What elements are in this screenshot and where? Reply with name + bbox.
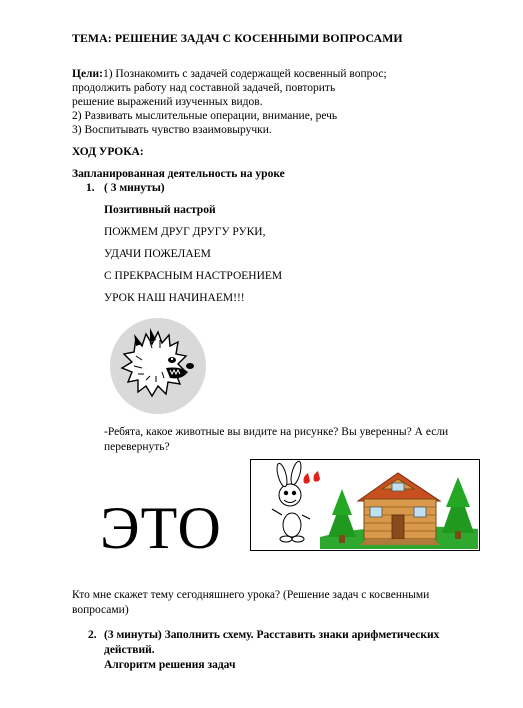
animal-illusion-image <box>106 316 210 416</box>
question-line-1: -Ребята, какое животные вы видите на рисунке? Вы уверенны? А если <box>104 426 449 438</box>
step2-line-2: действий. <box>104 644 155 656</box>
step1-number: 1. <box>86 182 95 194</box>
goals-line-5: 3) Воспитывать чувство взаимовыручки. <box>72 124 272 136</box>
rabbit-house-image <box>250 459 480 551</box>
eto-word: ЭТО <box>100 495 222 561</box>
poem-line-2: УДАЧИ ПОЖЕЛАЕМ <box>104 248 211 260</box>
poem-line-3: С ПРЕКРАСНЫМ НАСТРОЕНИЕМ <box>104 270 283 282</box>
goals-line-2: продолжить работу над составной задачей, повторить <box>72 82 336 94</box>
step2-line-1: (3 минуты) Заполнить схему. Расставить знаки арифметических <box>104 629 440 641</box>
topic-question-line-2: вопросами) <box>72 604 129 616</box>
page-title: ТЕМА: РЕШЕНИЕ ЗАДАЧ С КОСЕННЫМИ ВОПРОСАМИ <box>72 31 403 45</box>
step1-time: ( 3 минуты) <box>104 182 165 194</box>
goals-text-1: 1) Познакомить с задачей содержащей косвенный вопрос; <box>102 68 387 80</box>
goals-line-4: 2) Развивать мыслительные операции, внимание, речь <box>72 110 338 122</box>
goals-line-1 <box>72 67 387 82</box>
step2-number: 2. <box>88 629 97 641</box>
goals-line-3: решение выражений изученных видов. <box>72 96 263 108</box>
poem-line-1: ПОЖМЕМ ДРУГ ДРУГУ РУКИ, <box>104 226 266 238</box>
step2-line-3: Алгоритм решения задач <box>104 659 236 671</box>
poem-line-4: УРОК НАШ НАЧИНАЕМ!!! <box>104 292 245 304</box>
goals-label: Цели: <box>72 68 103 80</box>
planned-heading: Запланированная деятельность на уроке <box>72 168 285 180</box>
step1-subtitle: Позитивный настрой <box>104 204 216 216</box>
topic-question-line-1: Кто мне скажет тему сегодняшнего урока? (Решение задач с косвенными <box>72 589 430 601</box>
question-line-2: перевернуть? <box>104 441 170 453</box>
course-heading: ХОД УРОКА: <box>72 146 144 158</box>
